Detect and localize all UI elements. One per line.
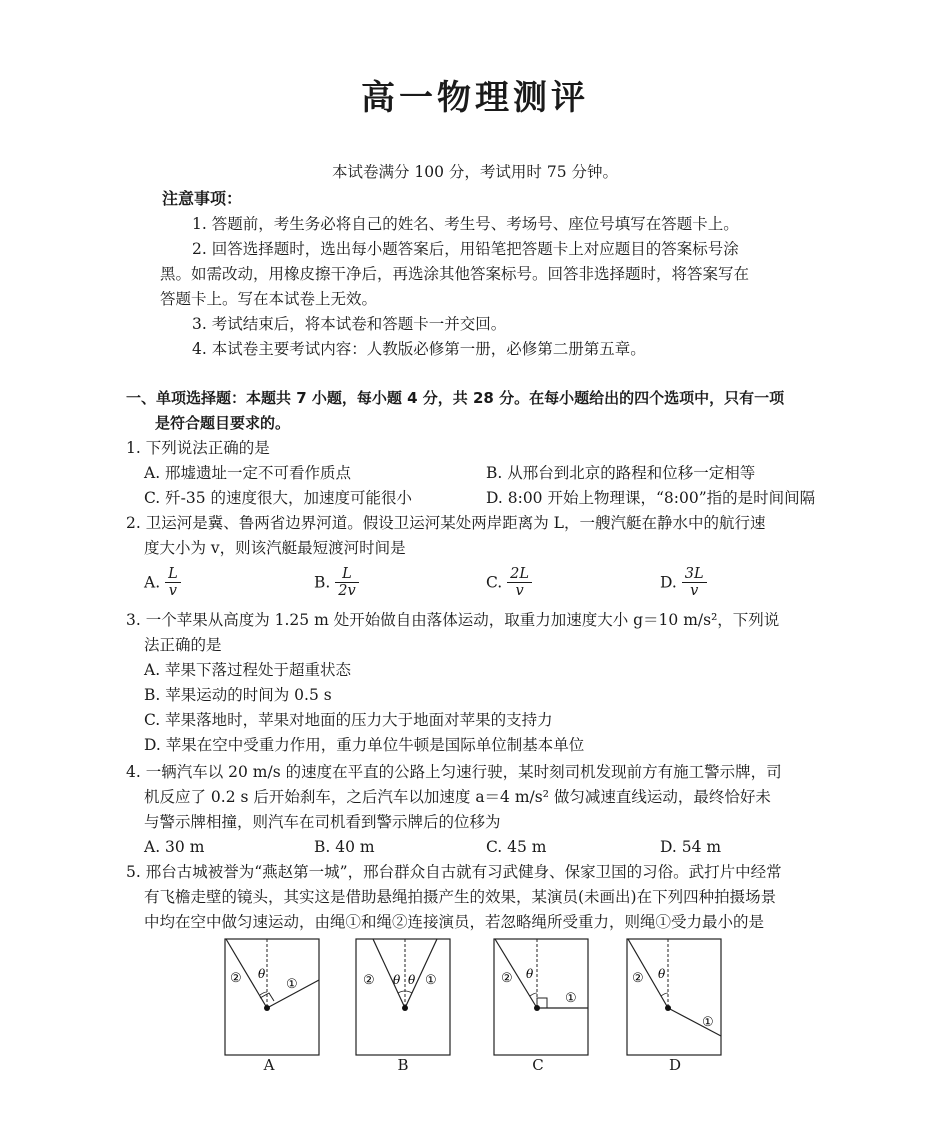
question-5-stem-cont: 中均在空中做匀速运动，由绳①和绳②连接演员，若忽略绳所受重力，则绳①受力最小的是 (144, 913, 765, 931)
question-2-stem-cont: 度大小为 v，则该汽艇最短渡河时间是 (144, 539, 406, 557)
theta-label: θ (408, 973, 416, 987)
rope-diagram-c (493, 938, 591, 1074)
question-3-stem: 3. 一个苹果从高度为 1.25 m 处开始做自由落体运动，取重力加速度大小 g＝10 m/s²，下列说 (126, 611, 780, 629)
numerator: 3L (682, 566, 707, 583)
notice-line: 黑。如需改动，用橡皮擦干净后，再选涂其他答案标号。回答非选择题时，将答案写在 (160, 265, 750, 283)
denominator: v (690, 583, 699, 599)
question-1-stem: 1. 下列说法正确的是 (126, 439, 270, 457)
notice-line: 4. 本试卷主要考试内容：人教版必修第一册，必修第二册第五章。 (192, 340, 646, 358)
rope-1-label: ① (425, 973, 437, 988)
theta-label: θ (393, 973, 401, 987)
theta-label: θ (526, 967, 534, 981)
rope-2-label: ② (501, 971, 513, 986)
rope-2-label: ② (632, 971, 644, 986)
question-4-stem: 4. 一辆汽车以 20 m/s 的速度在平直的公路上匀速行驶，某时刻司机发现前方有施工警示牌，司 (126, 763, 782, 781)
fraction (335, 566, 358, 599)
notice-line: 1. 答题前，考生务必将自己的姓名、考生号、考场号、座位号填写在答题卡上。 (192, 215, 739, 233)
question-2-stem: 2. 卫运河是冀、鲁两省边界河道。假设卫运河某处两岸距离为 L，一艘汽艇在静水中的航行速 (126, 514, 766, 532)
numerator: L (335, 566, 358, 583)
diagram-d-figure (626, 938, 724, 1058)
denominator: v (168, 583, 177, 599)
question-1-option-d: D. 8:00 开始上物理课，“8:00”指的是时间间隔 (486, 489, 816, 507)
rope-2-label: ② (230, 971, 242, 986)
diagram-label-a: A (263, 1056, 275, 1074)
fraction (165, 566, 181, 599)
notice-heading: 注意事项： (162, 189, 243, 208)
exam-subtitle: 本试卷满分 100 分，考试用时 75 分钟。 (331, 163, 619, 181)
notice-line: 答题卡上。写在本试卷上无效。 (160, 290, 378, 308)
diagram-label-b: B (397, 1056, 409, 1074)
question-4-option-d: D. 54 m (660, 838, 722, 856)
question-2-option-d (660, 566, 707, 599)
rope-1-label: ① (702, 1015, 714, 1030)
question-4-option-a: A. 30 m (144, 838, 205, 856)
diagram-b-figure (355, 938, 453, 1058)
question-2-option-b (314, 566, 359, 599)
numerator: L (165, 566, 181, 583)
question-3-stem-cont: 法正确的是 (144, 636, 222, 654)
rope-diagram-a (224, 938, 322, 1074)
question-2-option-a (144, 566, 181, 599)
notice-line: 3. 考试结束后，将本试卷和答题卡一并交回。 (192, 315, 507, 333)
section-heading: 一、单项选择题：本题共 7 小题，每小题 4 分，共 28 分。在每小题给出的四个选项中，只有一项 (126, 389, 785, 407)
diagram-label-d: D (668, 1056, 682, 1074)
theta-label: θ (258, 967, 266, 981)
option-letter: A. (144, 573, 161, 592)
question-1-option-a: A. 邢墟遗址一定不可看作质点 (144, 464, 352, 482)
theta-label: θ (658, 967, 666, 981)
denominator: v (515, 583, 524, 599)
diagram-c-figure (493, 938, 591, 1058)
question-3-option-a: A. 苹果下落过程处于超重状态 (144, 661, 352, 679)
rope-1-label: ① (286, 977, 298, 992)
question-1-option-c: C. 歼-35 的速度很大，加速度可能很小 (144, 489, 413, 507)
question-4-option-c: C. 45 m (486, 838, 547, 856)
rope-1-label: ① (565, 991, 577, 1006)
question-2-option-c (486, 566, 532, 599)
fraction (682, 566, 707, 599)
question-3-option-d: D. 苹果在空中受重力作用，重力单位牛顿是国际单位制基本单位 (144, 736, 585, 754)
rope-2-label: ② (363, 973, 375, 988)
option-letter: B. (314, 573, 331, 592)
question-4-option-b: B. 40 m (314, 838, 375, 856)
question-4-stem-cont: 机反应了 0.2 s 后开始刹车，之后汽车以加速度 a＝4 m/s² 做匀减速直线运动，最终恰好未 (144, 788, 771, 806)
rope-diagram-d (626, 938, 724, 1074)
option-letter: D. (660, 573, 677, 592)
notice-line: 2. 回答选择题时，选出每小题答案后，用铅笔把答题卡上对应题目的答案标号涂 (192, 240, 739, 258)
option-letter: C. (486, 573, 503, 592)
fraction (507, 566, 532, 599)
question-5-stem-cont: 有飞檐走壁的镜头，其实这是借助悬绳拍摄产生的效果，某演员(未画出)在下列四种拍摄场景 (144, 888, 777, 906)
question-3-option-b: B. 苹果运动的时间为 0.5 s (144, 686, 332, 704)
denominator: 2v (338, 583, 356, 599)
numerator: 2L (507, 566, 532, 583)
rope-diagram-b (355, 938, 453, 1074)
page-title: 高一物理测评 (361, 78, 589, 118)
question-5-stem: 5. 邢台古城被誉为“燕赵第一城”，邢台群众自古就有习武健身、保家卫国的习俗。武打片中经常 (126, 863, 782, 881)
diagram-a-figure (224, 938, 322, 1058)
question-4-stem-cont: 与警示牌相撞，则汽车在司机看到警示牌后的位移为 (144, 813, 501, 831)
diagram-label-c: C (532, 1056, 544, 1074)
section-heading-cont: 是符合题目要求的。 (155, 414, 291, 432)
question-3-option-c: C. 苹果落地时，苹果对地面的压力大于地面对苹果的支持力 (144, 711, 553, 729)
question-1-option-b: B. 从邢台到北京的路程和位移一定相等 (486, 464, 756, 482)
